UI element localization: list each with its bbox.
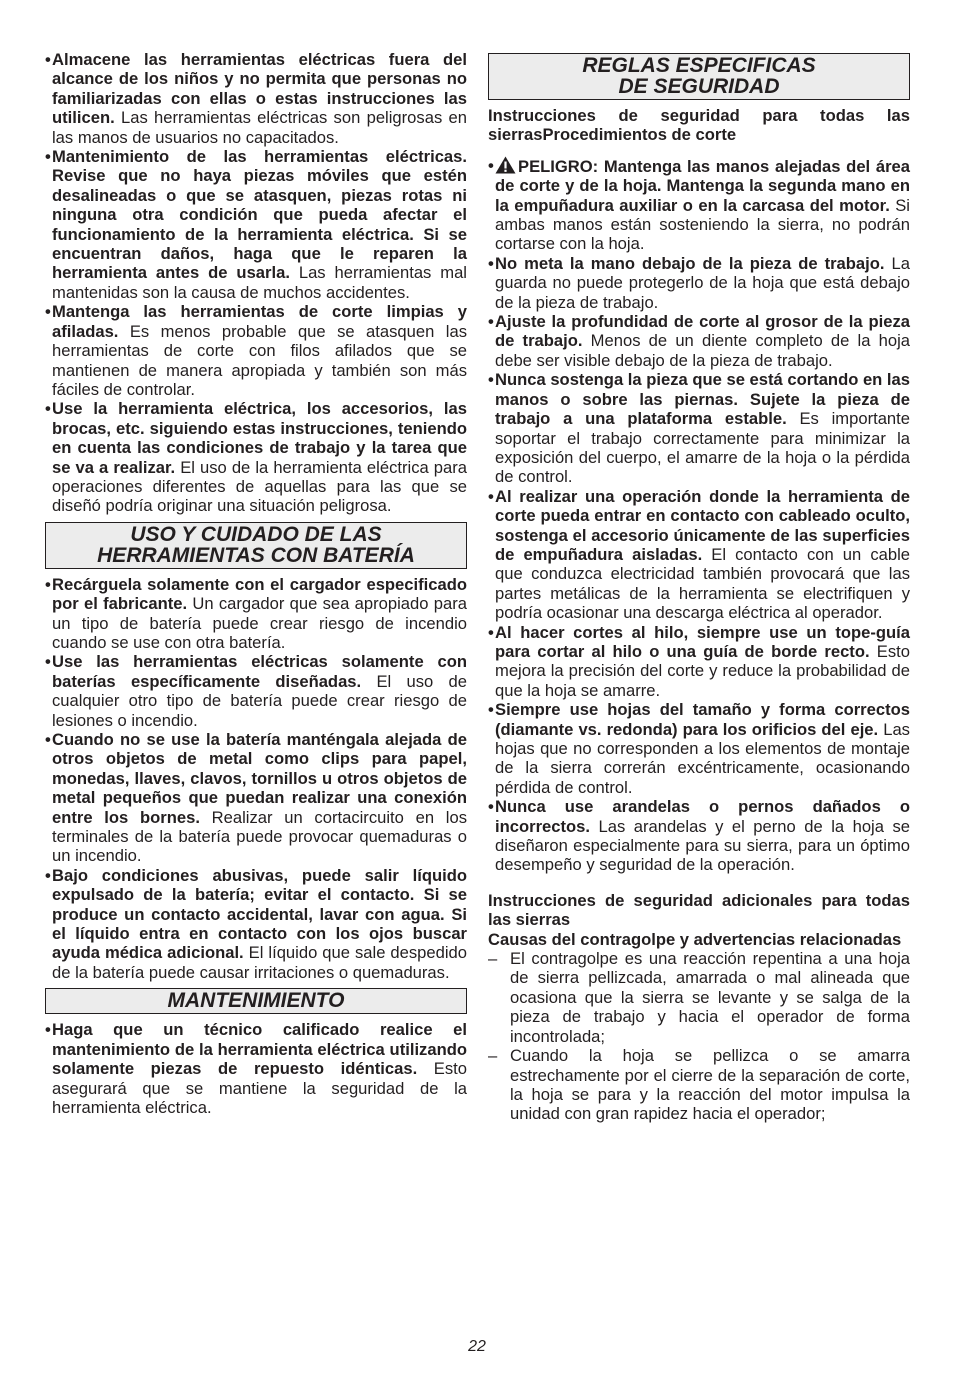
item-bold-text: Al hacer cortes al hilo, siempre use un tope-guía para cortar al hilo o una guía de borde recto. xyxy=(495,622,910,661)
item-bold-text: Haga que un técnico calificado realice el mantenimiento de la herramienta eléctrica utilizando solamente piezas de repuesto idénticas. xyxy=(52,1020,467,1079)
item-bold-text: Nunca sostenga la pieza que se está cortando en las manos o sobre las piernas. Sujete la pieza de trabajo a una plataforma estable. xyxy=(495,370,910,429)
item-bold-text: Use las herramientas eléctricas solamente con baterías específicamente diseñadas. xyxy=(52,652,467,691)
list-item-danger xyxy=(488,156,910,254)
bullet: • xyxy=(488,155,494,175)
item-text: Si ambas manos están sosteniendo la sierra, no podrán cortarse con la hoja. xyxy=(495,195,910,254)
section-heading-battery xyxy=(45,522,467,569)
item-bold-text: Bajo condiciones abusivas, puede salir líquido expulsado de la batería; evitar el contacto. Si se produce un contacto accidental, lavar con agua. Si el líquido entra en contacto con los ojos buscar ayuda médica adicional. xyxy=(52,865,467,963)
bullet: • xyxy=(45,399,51,419)
item-text: Las herramientas eléctricas son peligrosas en las manos de usuarios no capacitados. xyxy=(52,108,467,147)
item-bold-text: Siempre use hojas del tamaño y forma correctos (diamante vs. redonda) para los orificios del eje. xyxy=(495,700,910,739)
bullet: • xyxy=(488,486,494,506)
item-text: El contacto con un cable que conduzca electricidad también provocará que las partes metálicas de la herramienta se electrifiquen y podría ocasionar una descarga eléctrica al operador. xyxy=(495,544,910,623)
kickback-list xyxy=(488,949,910,1124)
item-bold-text: Use la herramienta eléctrica, los accesorios, las brocas, etc. siguiendo estas instrucciones, teniendo en cuenta las condiciones de trabajo y la tarea que se va a realizar. xyxy=(52,399,467,477)
heading-line: USO Y CUIDADO DE LAS xyxy=(130,522,382,546)
list-item xyxy=(488,254,910,312)
item-text: Esto asegurará que se mantiene la seguridad de la herramienta eléctrica. xyxy=(52,1059,467,1117)
bullet: • xyxy=(45,147,51,167)
dash-text: Cuando la hoja se pellizca o se amarra estrechamente por el cierre de la separación de corte, la hoja se para y la reacción del motor impulsa la unidad con gran rapidez hacia el operador; xyxy=(510,1046,910,1124)
list-item xyxy=(488,487,910,623)
item-text: Las hojas que no corresponden a los elementos de montaje de la sierra correrán excéntricamente, ocasionando pérdida de control. xyxy=(495,719,910,797)
item-bold-text: Al realizar una operación donde la herramienta de corte pueda entrar en contacto con cableado oculto, sostenga el accesorio únicamente de las superficies de empuñadura aisladas. xyxy=(495,486,910,564)
warning-triangle-icon xyxy=(495,156,516,174)
page-number: 22 xyxy=(468,1338,486,1355)
item-text: Realizar un cortacircuito en los terminales de la batería puede provocar quemaduras o un incendio. xyxy=(52,807,467,866)
list-item xyxy=(488,700,910,797)
item-bold-text: Mantenimiento de las herramientas eléctricas. Revise que no haya piezas móviles que estén desalineadas o que se atasquen, piezas rotas ni ninguna otra condición que pueda afectar el funcionamiento de la herramienta eléctrica. Si se encuentran daños, haga que le reparen la herramienta antes de usarla. xyxy=(52,147,467,283)
maintenance-list xyxy=(45,1020,467,1117)
item-bold-text: Mantenga las herramientas de corte limpias y afiladas. xyxy=(52,302,467,341)
item-text: Es importante soportar el trabajo correctamente para minimizar la exposición del cuerpo, el amarre de la hoja o la pérdida de control. xyxy=(495,409,910,487)
dash-item xyxy=(488,949,910,1046)
item-text: Las arandelas y el perno de la hoja se diseñaron especialmente para su sierra, para un óptimo desempeño y seguridad de la operación. xyxy=(495,816,910,875)
left-column xyxy=(45,50,467,1117)
bullet: • xyxy=(45,574,51,594)
bullet: • xyxy=(488,253,494,273)
item-text: Es menos probable que se atasquen las herramientas de corte con filos afilados que se mantienen de manera apropiada y también son más fáciles de controlar. xyxy=(52,321,467,399)
subheading-kickback: Causas del contragolpe y advertencias relacionadas xyxy=(488,929,902,949)
item-bold-text: Ajuste la profundidad de corte al grosor de la pieza de trabajo. xyxy=(495,312,910,351)
heading-line: MANTENIMIENTO xyxy=(167,989,345,1013)
list-item xyxy=(45,1020,467,1117)
item-text: El líquido que sale despedido de la batería puede causar irritaciones o quemaduras. xyxy=(52,943,467,982)
battery-safety-list xyxy=(45,575,467,983)
list-item xyxy=(45,302,467,399)
dash-marker: – xyxy=(488,949,498,969)
item-bold-text: PELIGRO: Mantenga las manos alejadas del área de corte y de la hoja. Mantenga la segunda mano en la empuñadura auxiliar o en la carcasa del motor. xyxy=(495,156,910,215)
list-item xyxy=(488,312,910,370)
list-item xyxy=(488,370,910,486)
item-bold-text: Nunca use arandelas o pernos dañados o incorrectos. xyxy=(495,797,910,836)
item-text: Esto mejora la precisión del corte y reduce la probabilidad de que la hoja se amarre. xyxy=(495,641,910,700)
subheading-additional-instructions: Instrucciones de seguridad adicionales para todas las sierras xyxy=(488,890,910,930)
item-text: Las herramientas mal mantenidas son la causa de muchos accidentes. xyxy=(52,263,467,302)
item-bold-text: Recárguela solamente con el cargador especificado por el fabricante. xyxy=(52,574,467,614)
general-safety-list xyxy=(45,50,467,516)
item-text: El uso de la herramienta eléctrica para operaciones diferentes de aquellas para las que se diseñó podría originar una situación peligrosa. xyxy=(52,457,467,516)
item-bold-text: Almacene las herramientas eléctricas fuera del alcance de los niños y no permita que personas no familiarizadas con ellas o estas instrucciones las utilicen. xyxy=(52,50,467,128)
section-heading-maintenance xyxy=(45,988,467,1014)
bullet: • xyxy=(488,797,494,817)
bullet: • xyxy=(488,622,494,642)
bullet: • xyxy=(488,370,494,390)
bullet: • xyxy=(488,312,494,332)
list-item xyxy=(45,50,467,147)
specific-rules-list xyxy=(488,254,910,875)
bullet: • xyxy=(45,865,51,885)
heading-line: HERRAMIENTAS CON BATERÍA xyxy=(97,543,415,567)
item-bold-text: Cuando no se use la batería manténgala alejada de otros objetos de metal como clips para papel, monedas, llaves, clavos, tornillos u otros objetos de metal pequeños que puedan realizar una conexión entre los bornes. xyxy=(52,730,467,827)
list-item xyxy=(45,399,467,515)
dash-text: El contragolpe es una reacción repentina a una hoja de sierra pellizcada, amarrada o mal alineada que ocasiona que la sierra se levante y se salga de la pieza de trabajo y hacia el operador de forma incontrolada; xyxy=(510,949,910,1046)
item-text: El uso de cualquier otro tipo de batería puede crear riesgo de lesiones o incendio. xyxy=(52,671,467,730)
subheading-cutting-procedures: Instrucciones de seguridad para todas las sierrasProcedimientos de corte xyxy=(488,106,910,145)
item-bold-text: No meta la mano debajo de la pieza de trabajo. xyxy=(495,253,885,273)
heading-line: DE SEGURIDAD xyxy=(618,75,780,98)
right-column xyxy=(488,50,910,1124)
list-item xyxy=(488,797,910,875)
item-text: Menos de un diente completo de la hoja debe ser visible debajo de la pieza de trabajo. xyxy=(495,331,911,370)
bullet: • xyxy=(45,730,51,749)
list-item xyxy=(45,652,467,730)
bullet: • xyxy=(45,302,51,322)
list-item xyxy=(488,623,910,701)
section-heading-specific-rules xyxy=(488,53,910,100)
bullet: • xyxy=(45,1020,51,1040)
list-item xyxy=(45,866,467,982)
bullet: • xyxy=(45,50,51,69)
bullet: • xyxy=(488,700,494,720)
heading-line: REGLAS ESPECIFICAS xyxy=(582,54,816,77)
list-item xyxy=(45,575,467,653)
bullet: • xyxy=(45,652,51,672)
dash-marker: – xyxy=(488,1046,498,1066)
list-item xyxy=(45,730,467,866)
item-text: La guarda no puede protegerlo de la hoja que está debajo de la pieza de trabajo. xyxy=(495,253,910,312)
list-item xyxy=(45,147,467,302)
dash-item xyxy=(488,1046,910,1124)
item-text: Un cargador que sea apropiado para un tipo de batería puede crear riesgo de incendio cuando se use con otra batería. xyxy=(52,594,467,652)
